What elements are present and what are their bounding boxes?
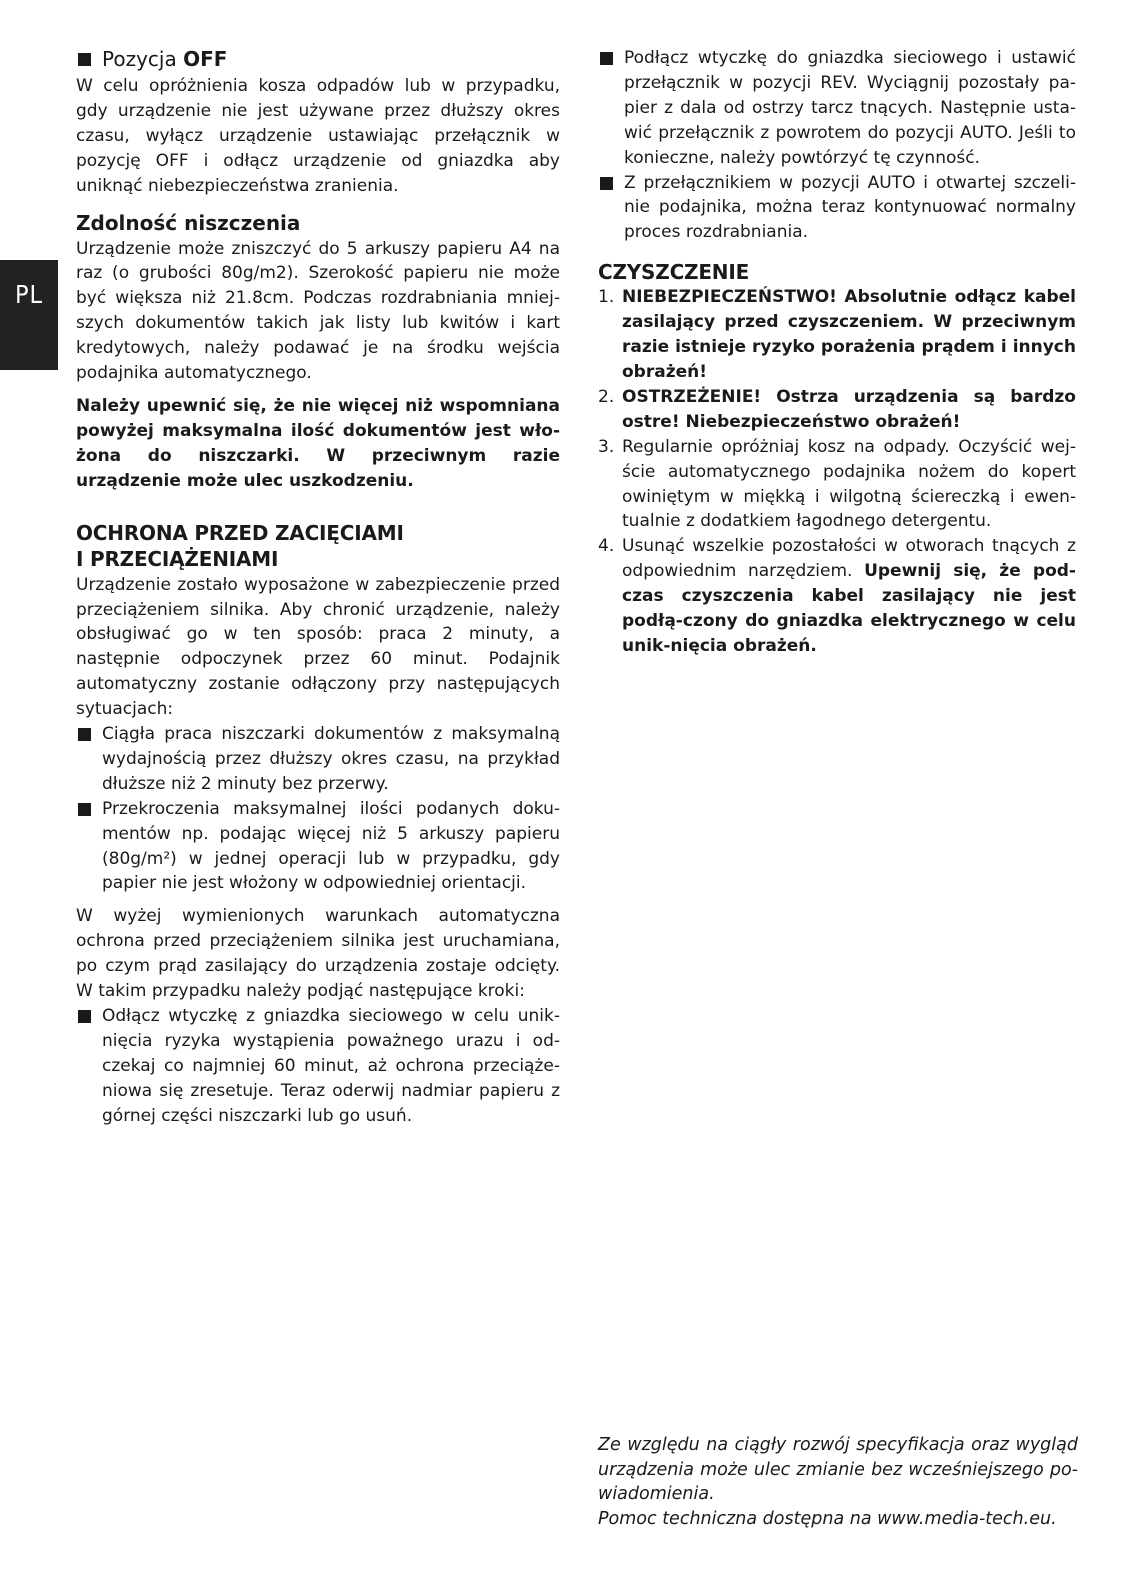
footer-disclaimer: Ze względu na ciągły rozwój specyfikacja oraz wygląd urządzenia może ulec zmianie bez wcześniejszego po-wiadomienia. xyxy=(598,1435,1078,1505)
list-item-text: Przekroczenia maksymalnej ilości podanych doku-mentów np. podając więcej niż 5 arkuszy papieru (80g/m²) w jednej operacji lub w przypadku, gdy papier nie jest włożony w odpowiedniej orientacji. xyxy=(102,798,560,894)
off-heading-prefix: Pozycja xyxy=(102,47,184,71)
list-item-text: Podłącz wtyczkę do gniazdka sieciowego i ustawić przełącznik w pozycji REV. Wyciągnij pozostały pa-pier z dala od ostrzy tarcz tnących. Następnie usta-wić przełącznik z powrotem do pozycji AUTO. Jeśli to konieczne, należy powtórzyć tę czynność. xyxy=(624,48,1076,168)
footer-support: Pomoc techniczna dostępna na www.media-tech.eu. xyxy=(598,1508,1057,1529)
item-bold-text: Upewnij się, że pod-czas czyszczenia kabel zasilający nie jest podłą-czony do gniazdka elektrycznego w celu unik-nięcia obrażeń. xyxy=(622,561,1076,656)
footer-note xyxy=(598,1433,1078,1531)
list-item-text: Odłącz wtyczkę z gniazdka sieciowego w celu unik-nięcia ryzyka wystąpienia poważnego urazu i od-czekaj co najmniej 60 minut, aż ochrona przeciąże-niowa się zresetuje. Teraz oderwij nadmiar papieru z górnej części niszczarki lub go usuń. xyxy=(102,1006,560,1126)
protection-heading-line1: OCHRONA PRZED ZACIĘCIAMI xyxy=(76,520,404,545)
after-paragraph: W wyżej wymienionych warunkach automatyczna ochrona przed przeciążeniem silnika jest uruchamiana, po czym prąd zasilający do urządzenia zostaje odcięty. W takim przypadku należy podjąć następujące kroki: xyxy=(76,906,560,1002)
bullet-square-icon xyxy=(600,177,613,190)
cleaning-item-1 xyxy=(598,285,1076,385)
list-item xyxy=(76,722,560,797)
protection-paragraph: Urządzenie zostało wyposażone w zabezpieczenie przed przeciążeniem silnika. Aby chronić urządzenie, należy obsługiwać go w ten sposób: praca 2 minuty, a następnie odpoczynek przez 60 minut. Podajnik automatyczny zostanie odłączony przy następujących sytuacjach: xyxy=(76,574,560,720)
list-item-text: Z przełącznikiem w pozycji AUTO i otwartej szczeli-nie podajnika, można teraz kontynuować normalny proces rozdrabniania. xyxy=(624,172,1076,243)
cleaning-item-2 xyxy=(598,385,1076,435)
item-number: 1. xyxy=(598,287,615,308)
cleaning-heading: CZYSZCZENIE xyxy=(598,260,750,285)
right-column xyxy=(598,46,1076,659)
cleaning-item-3 xyxy=(598,435,1076,535)
protection-heading-line2: I PRZECIĄŻENIAMI xyxy=(76,546,279,571)
bullet-square-icon xyxy=(78,803,91,816)
bullet-square-icon xyxy=(600,52,613,65)
capacity-warning: Należy upewnić się, że nie więcej niż wspomniana powyżej maksymalna ilość dokumentów jest wło-żona do niszczarki. W przeciwnym razie urządzenie może ulec uszkodzeniu. xyxy=(76,395,560,491)
item-number: 3. xyxy=(598,436,615,457)
list-item xyxy=(76,797,560,897)
item-number: 4. xyxy=(598,536,615,557)
off-paragraph: W celu opróżnienia kosza odpadów lub w przypadku, gdy urządzenie nie jest używane przez dłuższy okres czasu, wyłącz urządzenie ustawiając przełącznik w pozycję OFF i odłącz urządzenie od gniazdka aby uniknąć niebezpieczeństwa zranienia. xyxy=(76,76,560,196)
list-item-text: Ciągła praca niszczarki dokumentów z maksymalną wydajnością przez dłuższy okres czasu, na przykład dłuższe niż 2 minuty bez przerwy. xyxy=(102,724,560,794)
item-text: Regularnie opróżniaj kosz na odpady. Oczyścić wej-ście automatycznego podajnika nożem do kopert owiniętym w miękką i wilgotną ściereczką i ewen-tualnie z dodatkiem łagodnego detergentu. xyxy=(622,436,1076,532)
bullet-square-icon xyxy=(78,53,91,66)
item-number: 2. xyxy=(598,386,615,407)
cleaning-item-4 xyxy=(598,534,1076,659)
off-heading-bold: OFF xyxy=(183,47,228,71)
language-tab: PL xyxy=(0,260,58,370)
item-bold-text: OSTRZEŻENIE! Ostrza urządzenia są bardzo ostre! Niebezpieczeństwo obrażeń! xyxy=(622,386,1076,432)
item-bold-text: NIEBEZPIECZEŃSTWO! Absolutnie odłącz kabel zasilający przed czyszczeniem. W przeciwnym razie istnieje ryzyko porażenia prądem i innych obrażeń! xyxy=(622,287,1076,382)
capacity-heading: Zdolność niszczenia xyxy=(76,210,301,235)
capacity-paragraph: Urządzenie może zniszczyć do 5 arkuszy papieru A4 na raz (o grubości 80g/m2). Szerokość papieru nie może być większa niż 21.8cm. Podczas rozdrabniania mniej-szych dokumentów takich jak listy lub kwitów i kart kredytowych, należy podawać je na środku wejścia podajnika automatycznego. xyxy=(76,238,560,384)
left-column xyxy=(76,46,560,1129)
off-heading xyxy=(76,46,560,72)
bullet-square-icon xyxy=(78,1010,91,1023)
list-item xyxy=(76,1004,560,1129)
list-item xyxy=(598,171,1076,246)
bullet-square-icon xyxy=(78,728,91,741)
item-text: Usunąć wszelkie pozostałości w otworach tnących z odpowiednim narzędziem. xyxy=(622,536,1076,582)
list-item xyxy=(598,46,1076,171)
